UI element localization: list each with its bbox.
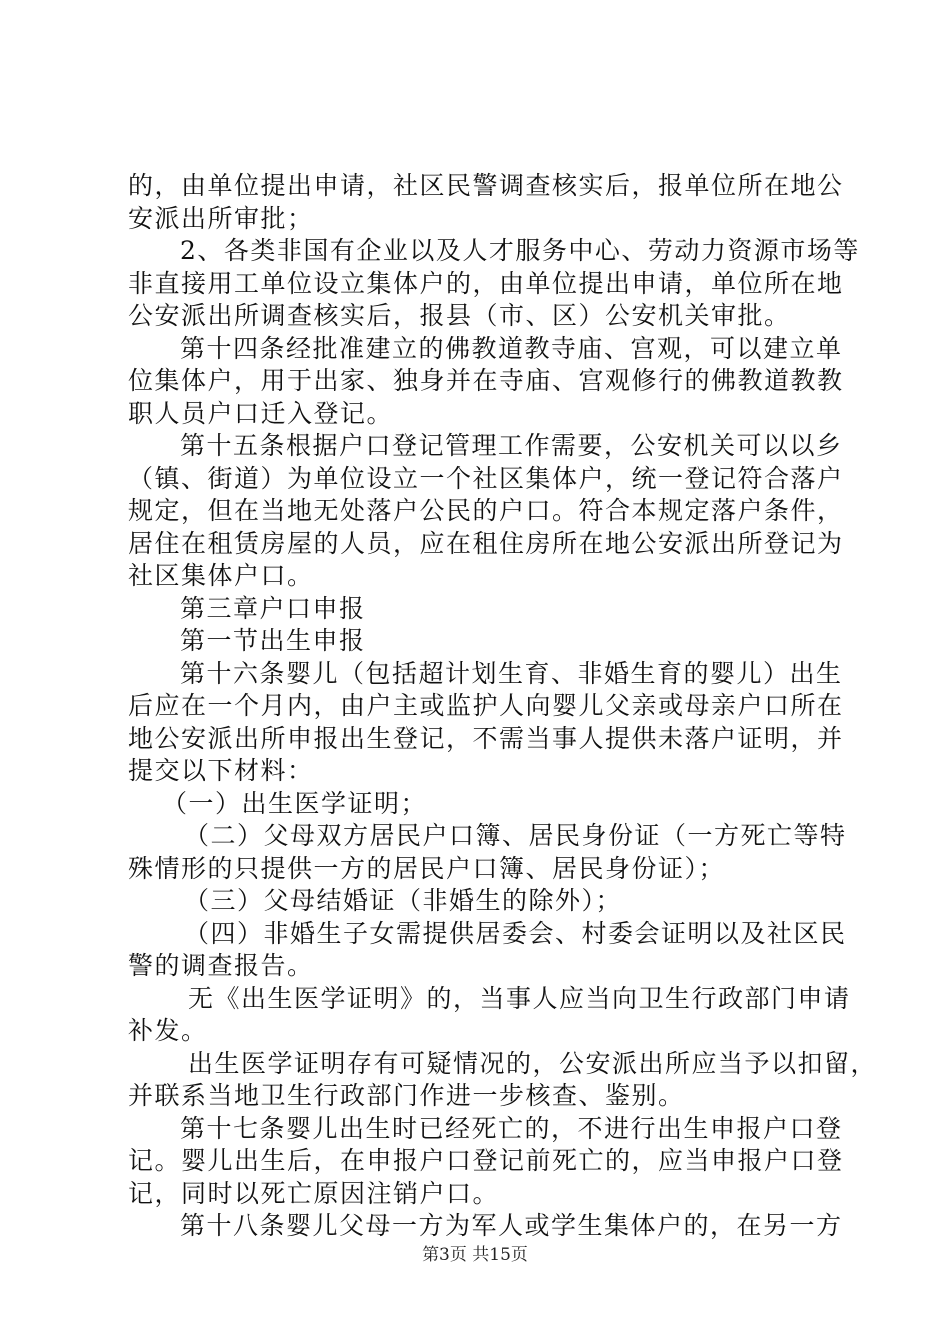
section-heading: 第一节出生申报 xyxy=(180,626,366,655)
list-item: （一）出生医学证明； xyxy=(162,788,428,818)
text-line: （镇、街道）为单位设立一个社区集体户，统一登记符合落户 xyxy=(128,463,844,493)
text-line: 2、各类非国有企业以及人才服务中心、劳动力资源市场等 xyxy=(180,236,860,265)
text-line: 后应在一个月内，由户主或监护人向婴儿父亲或母亲户口所在 xyxy=(128,691,844,720)
text-line: 第十五条根据户口登记管理工作需要，公安机关可以以乡 xyxy=(180,431,843,460)
text-line: 警的调查报告。 xyxy=(128,951,314,980)
text-line: 规定，但在当地无处落户公民的户口。符合本规定落户条件， xyxy=(128,496,844,525)
text-line: 地公安派出所申报出生登记，不需当事人提供未落户证明，并 xyxy=(128,723,844,753)
text-line: 的，由单位提出申请，社区民警调查核实后，报单位所在地公 xyxy=(128,171,844,200)
document-body xyxy=(128,170,878,1243)
text-line: 并联系当地卫生行政部门作进一步核查、鉴别。 xyxy=(128,1081,685,1110)
text-line: 第十四条经批准建立的佛教道教寺庙、宫观，可以建立单 xyxy=(180,333,843,363)
text-line: 出生医学证明存有可疑情况的，公安派出所应当予以扣留， xyxy=(188,1048,878,1078)
text-line: 第十七条婴儿出生时已经死亡的，不进行出生申报户口登 xyxy=(180,1113,843,1143)
text-line: 第十八条婴儿父母一方为军人或学生集体户的，在另一方 xyxy=(180,1211,843,1240)
text-line: 记。婴儿出生后，在申报户口登记前死亡的，应当申报户口登 xyxy=(128,1146,844,1175)
text-line: 公安派出所调查核实后，报县（市、区）公安机关审批。 xyxy=(128,301,791,330)
page-number-footer: 第3页 共15页 xyxy=(422,1245,528,1265)
text-line: 非直接用工单位设立集体户的，由单位提出申请，单位所在地 xyxy=(128,268,844,298)
list-item: （二）父母双方居民户口簿、居民身份证（一方死亡等特 xyxy=(184,821,847,850)
chapter-heading: 第三章户口申报 xyxy=(180,593,366,623)
list-item: （三）父母结婚证（非婚生的除外）； xyxy=(184,886,623,915)
text-line: 提交以下材料： xyxy=(128,756,314,785)
text-line: 记，同时以死亡原因注销户口。 xyxy=(128,1178,500,1208)
text-line: 安派出所审批； xyxy=(128,203,314,233)
text-line: 社区集体户口。 xyxy=(128,561,314,590)
text-line: 补发。 xyxy=(128,1016,208,1045)
list-item: （四）非婚生子女需提供居委会、村委会证明以及社区民 xyxy=(184,918,847,948)
text-line: 第十六条婴儿（包括超计划生育、非婚生育的婴儿）出生 xyxy=(180,658,843,688)
text-line: 职人员户口迁入登记。 xyxy=(128,398,394,428)
text-line: 位集体户，用于出家、独身并在寺庙、宫观修行的佛教道教教 xyxy=(128,366,844,395)
text-line: 居住在租赁房屋的人员，应在租住房所在地公安派出所登记为 xyxy=(128,528,844,558)
text-line: 无《出生医学证明》的，当事人应当向卫生行政部门申请 xyxy=(188,983,851,1013)
text-line: 殊情形的只提供一方的居民户口簿、居民身份证）； xyxy=(128,853,726,883)
